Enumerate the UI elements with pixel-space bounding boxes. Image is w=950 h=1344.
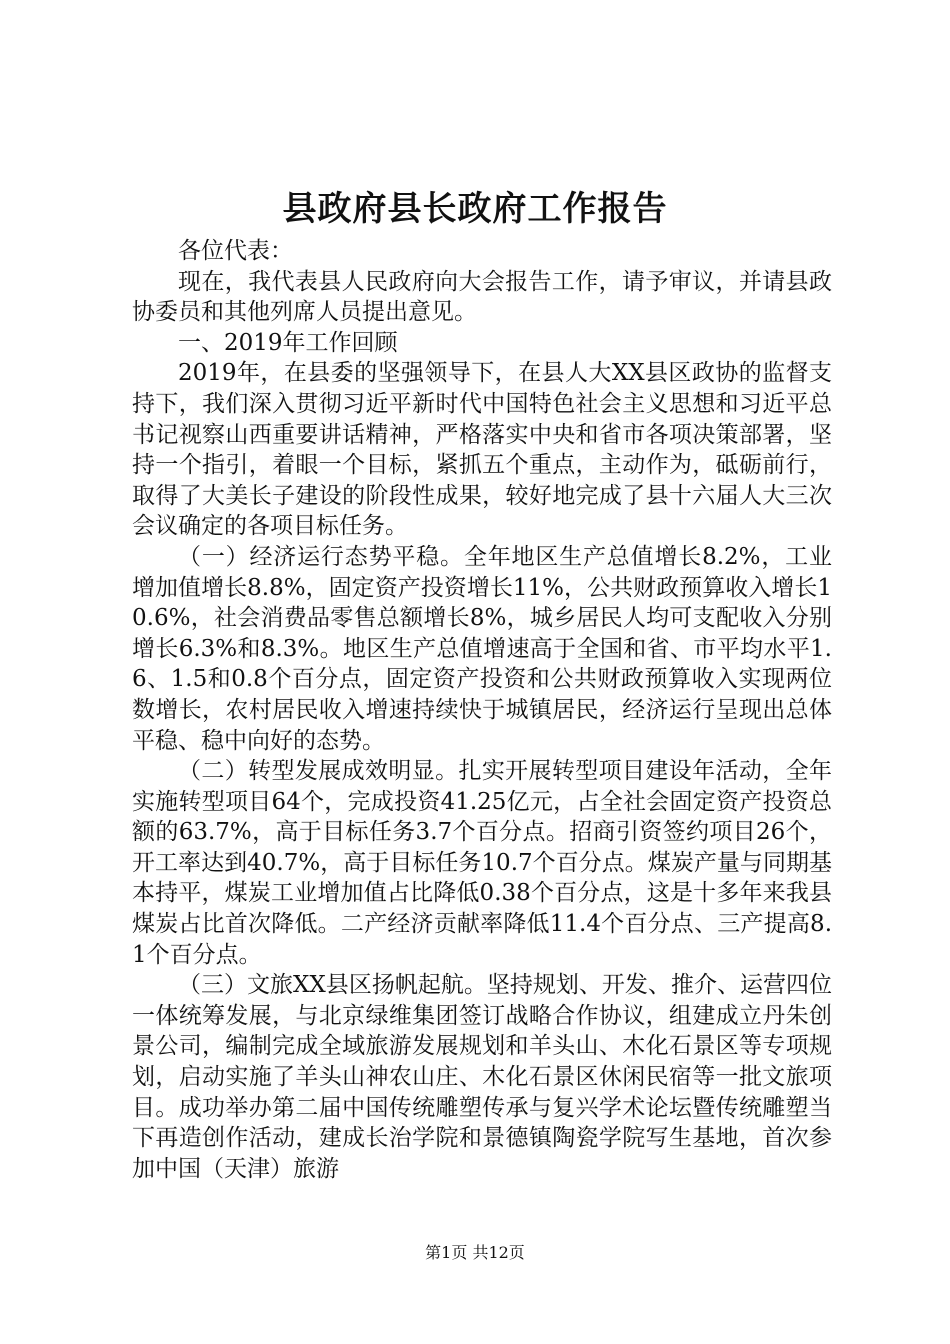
section-heading: 一、2019年工作回顾 [178,329,398,356]
page-footer: 第1页 共12页 [425,1243,525,1262]
economy-paragraph: （一）经济运行态势平稳。全年地区生产总值增长8.2%，工业增加值增长8.8%，固定资产投资增长11%，公共财政预算收入增长10.6%，社会消费品零售总额增长8%，城乡居民人均可支配收入分别增长6.3%和8.3%。地区生产总值增速高于全国和省、市平均水平1.6、1.5和0.8个百分点，固定资产投资和公共财政预算收入实现两位数增长，农村居民收入增速持续快于城镇居民，经济运行呈现出总体平稳、稳中向好的态势。 [132,543,832,754]
transformation-paragraph: （二）转型发展成效明显。扎实开展转型项目建设年活动，全年实施转型项目64个，完成投资41.25亿元，占全社会固定资产投资总额的63.7%，高于目标任务3.7个百分点。招商引资签约项目26个，开工率达到40.7%，高于目标任务10.7个百分点。煤炭产量与同期基本持平，煤炭工业增加值占比降低0.38个百分点，这是十多年来我县煤炭占比首次降低。二产经济贡献率降低11.4个百分点、三产提高8.1个百分点。 [132,758,832,968]
document-title: 县政府县长政府工作报告 [282,189,668,229]
salutation-paragraph: 各位代表： [178,238,293,264]
document-body [132,236,832,1184]
review-paragraph: 2019年，在县委的坚强领导下，在县人大XX县区政协的监督支持下，我们深入贯彻习近平新时代中国特色社会主义思想和习近平总书记视察山西重要讲话精神，严格落实中央和省市各项决策部署，坚持一个指引，着眼一个目标，紧抓五个重点，主动作为，砥砺前行，取得了大美长子建设的阶段性成果，较好地完成了县十六届人大三次会议确定的各项目标任务。 [132,360,832,540]
intro-paragraph: 现在，我代表县人民政府向大会报告工作，请予审议，并请县政协委员和其他列席人员提出意见。 [132,268,832,326]
tourism-paragraph: （三）文旅XX县区扬帆起航。坚持规划、开发、推介、运营四位一体统筹发展，与北京绿维集团签订战略合作协议，组建成立丹朱创景公司，编制完成全域旅游发展规划和羊头山、木化石景区等专项规划，启动实施了羊头山神农山庄、木化石景区休闲民宿等一批文旅项目。成功举办第二届中国传统雕塑传承与复兴学术论坛暨传统雕塑当下再造创作活动，建成长治学院和景德镇陶瓷学院写生基地，首次参加中国（天津）旅游 [132,972,832,1182]
